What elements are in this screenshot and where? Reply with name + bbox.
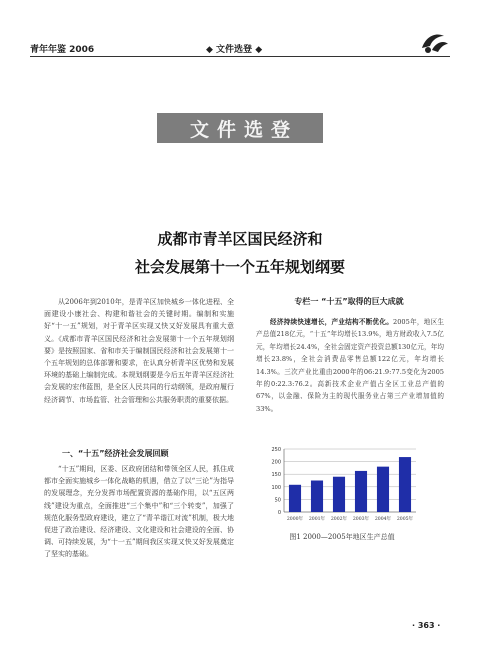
section1-text: “十五”期间，区委、区政府团结和带领全区人民，抓住成都市全面实施城乡一体化战略的机遇，借立了以“三论”为指导的发展理念，充分发挥市场配置资源的基础作用，以“五区两线”建设为重点，全面推进“三个集中”和“三个转变”，加强了规范化服务型政府建设，建立了“青羊谐江对流”机制，极大地促进了政治建设、经济建设、文化建设和社会建设的全面、协调、可持续发展，为“十一五”期间我区实现又快又好发展奠定了坚实的基础。 bbox=[44, 465, 234, 559]
box-text: 2005年，地区生产总值218亿元，“十五”年均增长13.9%，地方财政收入7.5亿元，年均增长24.4%，全社会固定资产投资总额130亿元，年均增长23.8%，全社会消费品零售总额122亿元，年均增长14.3%。三次产业比重由2000年的06:21.9:77.5变化为2005年的0:22.3:76.2。高新技术企业产值占全区工业总产值的67%，以金融、保险为主的现代服务业占第三产业增加值的33%。 bbox=[256, 318, 445, 413]
bar bbox=[333, 477, 345, 512]
bar bbox=[311, 481, 323, 513]
y-tick-label: 50 bbox=[274, 497, 281, 504]
bar bbox=[355, 471, 367, 512]
y-tick-label: 250 bbox=[271, 447, 281, 453]
article-title-line1: 成都市青羊区国民经济和 bbox=[157, 230, 323, 248]
box-paragraph bbox=[256, 316, 444, 415]
y-tick-label: 200 bbox=[271, 459, 281, 466]
bar bbox=[377, 467, 389, 512]
section-banner bbox=[157, 113, 323, 143]
running-header-left: 青年年鉴 2006 bbox=[30, 45, 95, 55]
section-banner-text: 文件选登 bbox=[189, 118, 298, 141]
section1-heading: 一、“十五”经济社会发展回顾 bbox=[62, 449, 169, 458]
y-tick-label: 100 bbox=[271, 484, 281, 491]
intro-paragraph bbox=[44, 296, 234, 406]
x-tick-label: 2003年 bbox=[352, 517, 370, 522]
bar bbox=[289, 485, 301, 512]
running-header-section: ◆ 文件选登 ◆ bbox=[206, 45, 263, 55]
chart-caption: 图1 2000—2005年地区生产总值 bbox=[289, 533, 395, 541]
y-tick-label: 150 bbox=[271, 472, 281, 479]
intro-text: 从2006年到2010年，是青羊区加快城乡一体化进程、全面建设小康社会、构建和谐社会的关键时期。编制和实施好“十一五”规划，对于青羊区实现又快又好发展具有重大意义。《成都市青羊区国民经济和社会发展第十一个五年规划纲要》是按照国家、省和市关于编制国民经济和社会发展第十一个五年规划的总体部署和要求，在认真分析青羊区优势和发展环境的基础上编制完成。本规划纲要是今后五年青羊区经济社会发展的宏伟蓝图，是全区人民共同的行动纲领，是政府履行经济调节、市场监管、社会管理和公共服务职责的重要依据。 bbox=[44, 298, 234, 404]
page-number: · 363 · bbox=[412, 621, 441, 630]
box-lead: 经济持续快速增长，产业结构不断优化。 bbox=[270, 318, 394, 326]
header-rule bbox=[30, 56, 450, 57]
x-tick-label: 2001年 bbox=[308, 517, 326, 522]
y-tick-label: 0 bbox=[277, 510, 281, 516]
x-tick-label: 2000年 bbox=[286, 517, 304, 522]
section1-paragraph bbox=[44, 463, 234, 561]
bar bbox=[399, 457, 411, 512]
x-tick-label: 2005年 bbox=[396, 517, 414, 522]
box-title: 专栏一 “十五”取得的巨大成就 bbox=[294, 297, 404, 306]
gdp-bar-chart bbox=[262, 446, 420, 526]
article-title-line2: 社会发展第十一个五年规划纲要 bbox=[134, 258, 345, 276]
x-tick-label: 2002年 bbox=[330, 517, 348, 522]
yearbook-logo-icon bbox=[418, 30, 450, 56]
x-tick-label: 2004年 bbox=[374, 517, 392, 522]
